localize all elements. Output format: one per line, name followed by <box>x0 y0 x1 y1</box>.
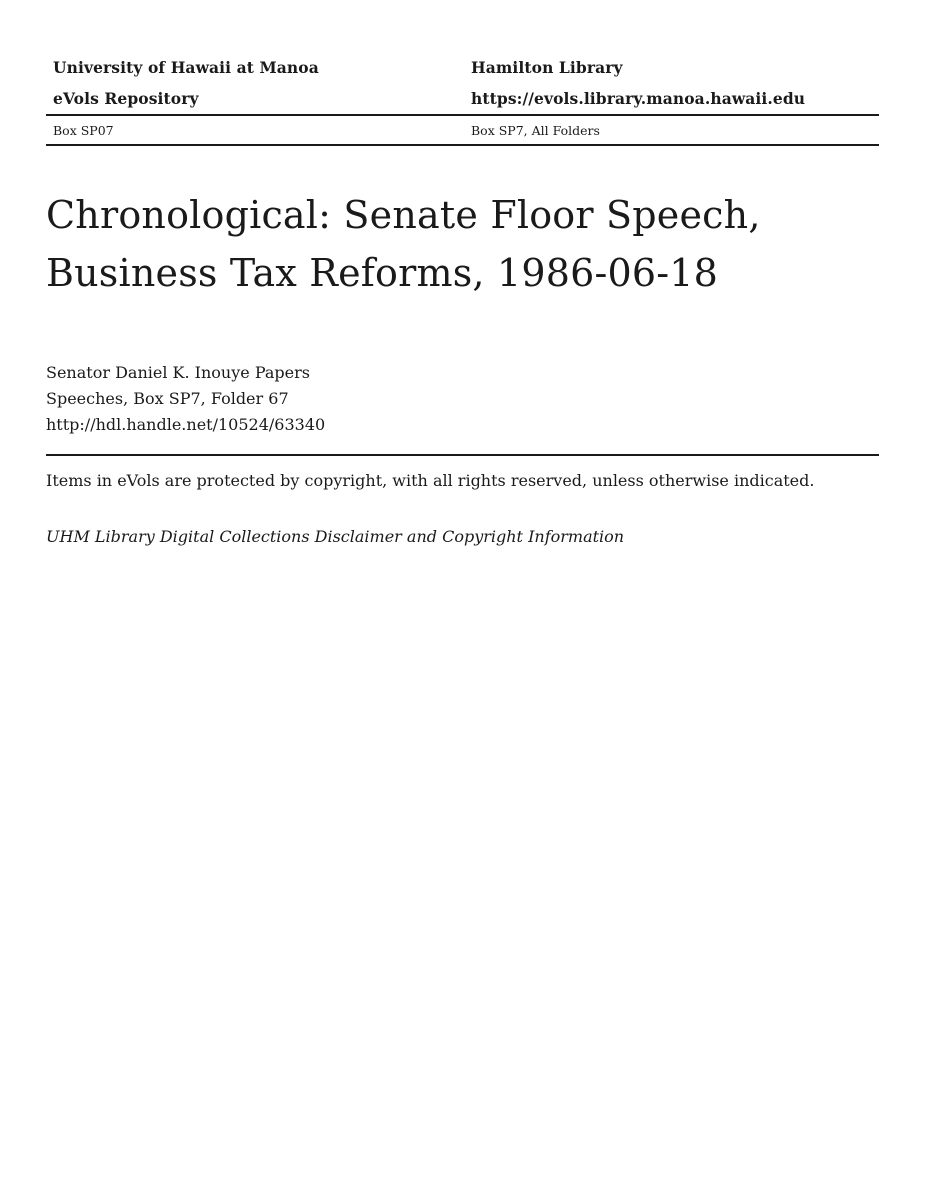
institution-name: University of Hawaii at Manoa <box>53 58 319 77</box>
library-name: Hamilton Library <box>471 58 623 77</box>
repository-name: eVols Repository <box>53 89 199 108</box>
copyright-notice: Items in eVols are protected by copyright, with all rights reserved, unless otherwise indicated. <box>46 471 815 490</box>
box-label-left: Box SP07 <box>53 122 114 138</box>
document-metadata <box>46 360 325 438</box>
document-title <box>46 186 879 302</box>
title-line-1: Chronological: Senate Floor Speech, <box>46 193 761 237</box>
disclaimer-link[interactable]: UHM Library Digital Collections Disclaimer and Copyright Information <box>46 527 625 546</box>
folder-location: Speeches, Box SP7, Folder 67 <box>46 389 289 408</box>
handle-link[interactable]: http://hdl.handle.net/10524/63340 <box>46 415 326 434</box>
header-bottom-divider <box>46 144 879 146</box>
header-row-2 <box>46 83 879 114</box>
box-row <box>46 116 879 144</box>
footer-divider <box>46 454 879 456</box>
header-row-1 <box>46 52 879 83</box>
title-line-2: Business Tax Reforms, 1986-06-18 <box>46 251 719 295</box>
box-label-right: Box SP7, All Folders <box>471 122 600 138</box>
repository-url[interactable]: https://evols.library.manoa.hawaii.edu <box>471 89 806 108</box>
header-table <box>46 52 879 146</box>
collection-name: Senator Daniel K. Inouye Papers <box>46 363 310 382</box>
